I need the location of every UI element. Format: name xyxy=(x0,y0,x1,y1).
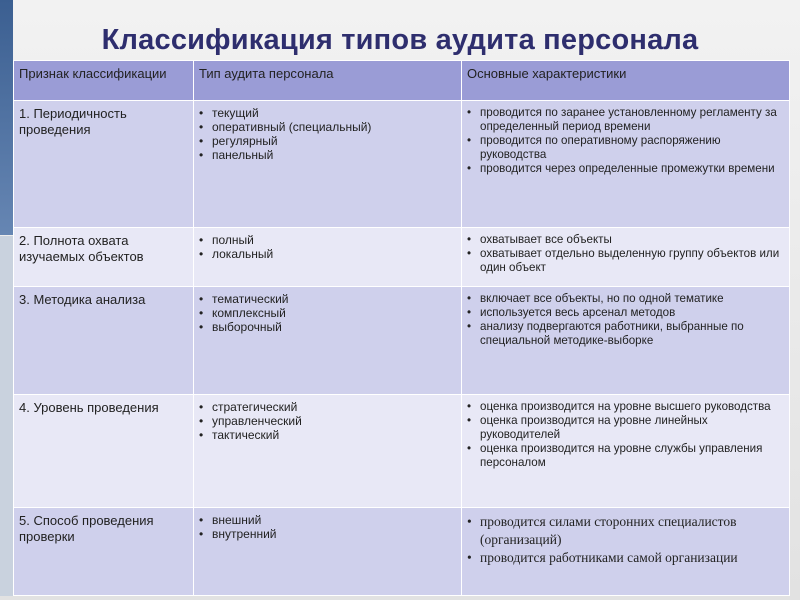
header-characteristics: Основные характеристики xyxy=(462,61,790,101)
types-cell xyxy=(194,287,462,395)
list-item: • выборочный xyxy=(199,320,455,334)
characteristics-cell xyxy=(462,287,790,395)
list-item: • тематический xyxy=(199,292,455,306)
characteristics-list xyxy=(467,400,783,470)
characteristics-list xyxy=(467,292,783,348)
types-cell xyxy=(194,228,462,287)
list-item: • внутренний xyxy=(199,527,455,541)
list-item: • оценка производится на уровне высшего руководства xyxy=(467,400,783,414)
types-cell xyxy=(194,101,462,228)
list-item: • оценка производится на уровне службы управления персоналом xyxy=(467,442,783,470)
types-list xyxy=(199,513,455,541)
list-item: • используется весь арсенал методов xyxy=(467,306,783,320)
table-row xyxy=(14,228,790,287)
characteristics-list xyxy=(467,106,783,176)
characteristics-list xyxy=(467,233,783,275)
list-item: • охватывает все объекты xyxy=(467,233,783,247)
list-item: • регулярный xyxy=(199,134,455,148)
header-criterion: Признак классификации xyxy=(14,61,194,101)
header-audit-type: Тип аудита персонала xyxy=(194,61,462,101)
types-list xyxy=(199,233,455,261)
list-item: • тактический xyxy=(199,428,455,442)
characteristics-cell xyxy=(462,101,790,228)
list-item: • охватывает отдельно выделенную группу объектов или один объект xyxy=(467,247,783,275)
criterion-cell: 2. Полнота охвата изучаемых объектов xyxy=(14,228,194,287)
criterion-cell: 3. Методика анализа xyxy=(14,287,194,395)
list-item: • оценка производится на уровне линейных руководителей xyxy=(467,414,783,442)
table-row xyxy=(14,395,790,508)
table-row xyxy=(14,508,790,596)
list-item: • оперативный (специальный) xyxy=(199,120,455,134)
list-item: • проводится по заранее установленному регламенту за определенный период времени xyxy=(467,106,783,134)
characteristics-cell xyxy=(462,508,790,596)
types-list xyxy=(199,400,455,442)
criterion-cell: 1. Периодичность проведения xyxy=(14,101,194,228)
list-item: • полный xyxy=(199,233,455,247)
table-row xyxy=(14,101,790,228)
table-row xyxy=(14,287,790,395)
list-item: • стратегический xyxy=(199,400,455,414)
list-item: • текущий xyxy=(199,106,455,120)
list-item: • включает все объекты, но по одной тематике xyxy=(467,292,783,306)
slide-title: Классификация типов аудита персонала xyxy=(101,24,699,56)
types-list xyxy=(199,106,455,162)
list-item: • анализу подвергаются работники, выбранные по специальной методике-выборке xyxy=(467,320,783,348)
list-item: • проводится силами сторонних специалистов (организаций) xyxy=(467,513,783,549)
list-item: • проводится работниками самой организации xyxy=(467,549,783,567)
classification-table xyxy=(13,60,790,596)
list-item: • внешний xyxy=(199,513,455,527)
list-item: • комплексный xyxy=(199,306,455,320)
characteristics-cell xyxy=(462,395,790,508)
list-item: • проводится через определенные промежутки времени xyxy=(467,162,783,176)
accent-bar-lower xyxy=(0,236,13,596)
list-item: • локальный xyxy=(199,247,455,261)
characteristics-list xyxy=(467,513,783,567)
criterion-cell: 5. Способ проведения проверки xyxy=(14,508,194,596)
list-item: • панельный xyxy=(199,148,455,162)
types-cell xyxy=(194,395,462,508)
criterion-cell: 4. Уровень проведения xyxy=(14,395,194,508)
list-item: • проводится по оперативному распоряжению руководства xyxy=(467,134,783,162)
types-list xyxy=(199,292,455,334)
types-cell xyxy=(194,508,462,596)
list-item: • управленческий xyxy=(199,414,455,428)
characteristics-cell xyxy=(462,228,790,287)
table-header-row xyxy=(14,61,790,101)
